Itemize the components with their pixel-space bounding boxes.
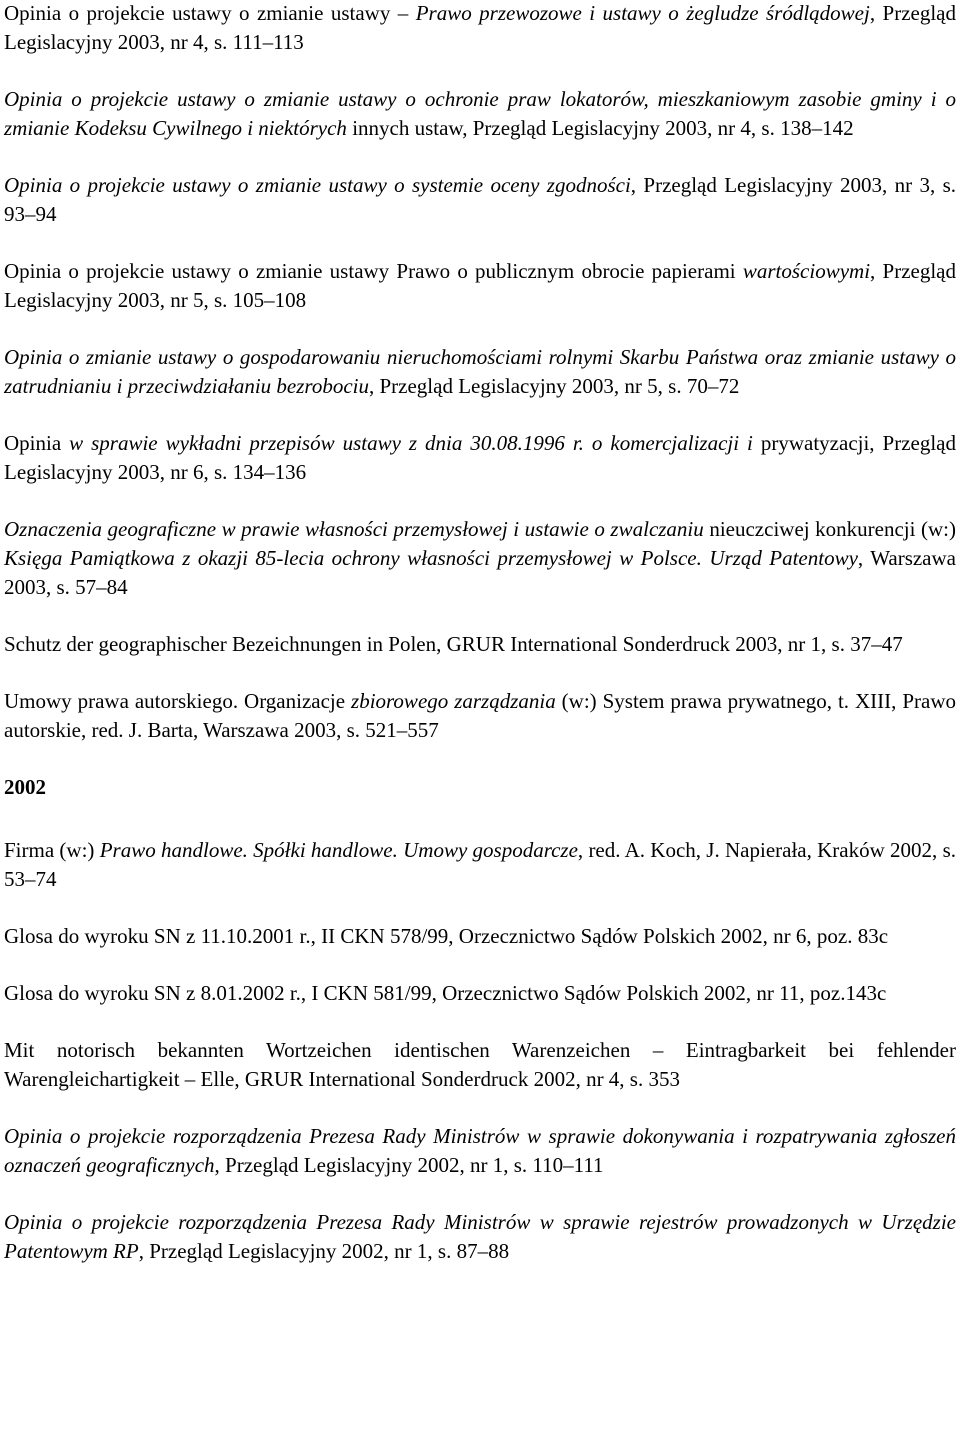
entry-text: innych ustaw, Przegląd Legislacyjny 2003, nr 4, s. 138–142 xyxy=(346,116,854,140)
entry-text: , red. A. Koch, J. Napierała, Kraków 2002, s. 53–74 xyxy=(4,838,956,891)
entry-title-italic: Opinia o projekcie ustawy o zmianie ustawy o ochronie praw lokatorów, mieszkaniowym zasobie gminy i o zmianie Kodeksu Cywilnego i niektórych xyxy=(4,87,956,140)
entry-title-italic: Oznaczenia geograficzne w prawie własności przemysłowej i ustawie o zwalczaniu xyxy=(4,517,710,541)
entry-text: , Przegląd Legislacyjny 2003, nr 5, s. 105–108 xyxy=(4,259,956,312)
year-heading-2002: 2002 xyxy=(4,775,46,799)
bibliography-entry xyxy=(4,1036,956,1094)
entry-title-italic: Opinia o projekcie rozporządzenia Prezesa Rady Ministrów w sprawie dokonywania i rozpatrywania zgłoszeń oznaczeń geograficznych xyxy=(4,1124,956,1177)
bibliography-entry xyxy=(4,257,956,315)
entry-title-italic: wartościowymi xyxy=(742,259,871,283)
entry-text: nieuczciwej konkurencji (w:) xyxy=(709,517,956,541)
entry-text: Mit notorisch bekannten Wortzeichen identischen Warenzeichen – Eintragbarkeit bei fehlender Warengleichartigkeit – Elle, GRUR International Sonderdruck 2002, nr 4, s. 353 xyxy=(4,1038,956,1091)
bibliography-entry xyxy=(4,0,956,57)
bibliography-entry xyxy=(4,687,956,745)
entry-text: , Warszawa 2003, s. 57–84 xyxy=(4,546,956,599)
bibliography-entry xyxy=(4,836,956,894)
entry-text: , Przegląd Legislacyjny 2003, nr 4, s. 111–113 xyxy=(4,1,956,54)
entry-title-italic: zbiorowego zarządzania xyxy=(351,689,556,713)
bibliography-page xyxy=(4,0,956,1294)
bibliography-entry xyxy=(4,85,956,143)
bibliography-entry xyxy=(4,922,956,951)
bibliography-entry xyxy=(4,979,956,1008)
entry-text: (w:) System prawa prywatnego, t. XIII, Prawo autorskie, red. J. Barta, Warszawa 2003, s. 521–557 xyxy=(4,689,956,742)
entry-text: Schutz der geographischer Bezeichnungen in Polen, GRUR International Sonderdruck 2003, nr 1, s. 37–47 xyxy=(4,632,903,656)
bibliography-entry xyxy=(4,1122,956,1180)
entry-text: , Przegląd Legislacyjny 2003, nr 3, s. 93–94 xyxy=(4,173,957,226)
bibliography-entry xyxy=(4,1208,956,1266)
entry-text: , Przegląd Legislacyjny 2003, nr 5, s. 70–72 xyxy=(368,374,740,398)
entry-text: Umowy prawa autorskiego. Organizacje xyxy=(4,689,352,713)
bibliography-entry xyxy=(4,429,956,487)
bibliography-entry xyxy=(4,343,956,401)
entry-text: , Przegląd Legislacyjny 2002, nr 1, s. 110–111 xyxy=(214,1153,604,1177)
bibliography-entry xyxy=(4,171,956,229)
entry-text: Glosa do wyroku SN z 8.01.2002 r., I CKN 581/99, Orzecznictwo Sądów Polskich 2002, nr 11, poz.143c xyxy=(4,981,887,1005)
entry-title-italic: Opinia o projekcie rozporządzenia Prezesa Rady Ministrów w sprawie rejestrów prowadzonych w Urzędzie Patentowym RP xyxy=(4,1210,956,1263)
entry-text: Glosa do wyroku SN z 11.10.2001 r., II CKN 578/99, Orzecznictwo Sądów Polskich 2002, nr 6, poz. 83c xyxy=(4,924,889,948)
entry-title-italic: Opinia o projekcie ustawy o zmianie ustawy o systemie oceny zgodności xyxy=(4,173,631,197)
entry-title-italic: Prawo przewozowe i ustawy o żegludze śródlądowej xyxy=(415,1,870,25)
entry-title-italic: w sprawie wykładni przepisów ustawy z dnia 30.08.1996 r. o komercjalizacji i xyxy=(69,431,761,455)
entry-title-italic: Opinia o zmianie ustawy o gospodarowaniu nieruchomościami rolnymi Skarbu Państwa oraz zmianie ustawy o zatrudnianiu i przeciwdziałaniu bezrobociu xyxy=(4,345,956,398)
entry-text: Opinia o projekcie ustawy o zmianie ustawy – xyxy=(4,1,416,25)
bibliography-list-2003 xyxy=(4,0,956,745)
entry-title-italic: Księga Pamiątkowa z okazji 85-lecia ochrony własności przemysłowej w Polsce. Urząd Patentowy xyxy=(4,546,858,570)
entry-text: , Przegląd Legislacyjny 2002, nr 1, s. 87–88 xyxy=(138,1239,510,1263)
bibliography-entry xyxy=(4,630,956,659)
bibliography-entry xyxy=(4,515,956,602)
entry-text: prywatyzacji, Przegląd Legislacyjny 2003, nr 6, s. 134–136 xyxy=(4,431,957,484)
entry-text: Opinia xyxy=(4,431,70,455)
bibliography-list-2002 xyxy=(4,836,956,1266)
entry-title-italic: Prawo handlowe. Spółki handlowe. Umowy gospodarcze xyxy=(99,838,578,862)
entry-text: Opinia o projekcie ustawy o zmianie ustawy Prawo o publicznym obrocie papierami xyxy=(4,259,743,283)
entry-text: Firma (w:) xyxy=(4,838,100,862)
